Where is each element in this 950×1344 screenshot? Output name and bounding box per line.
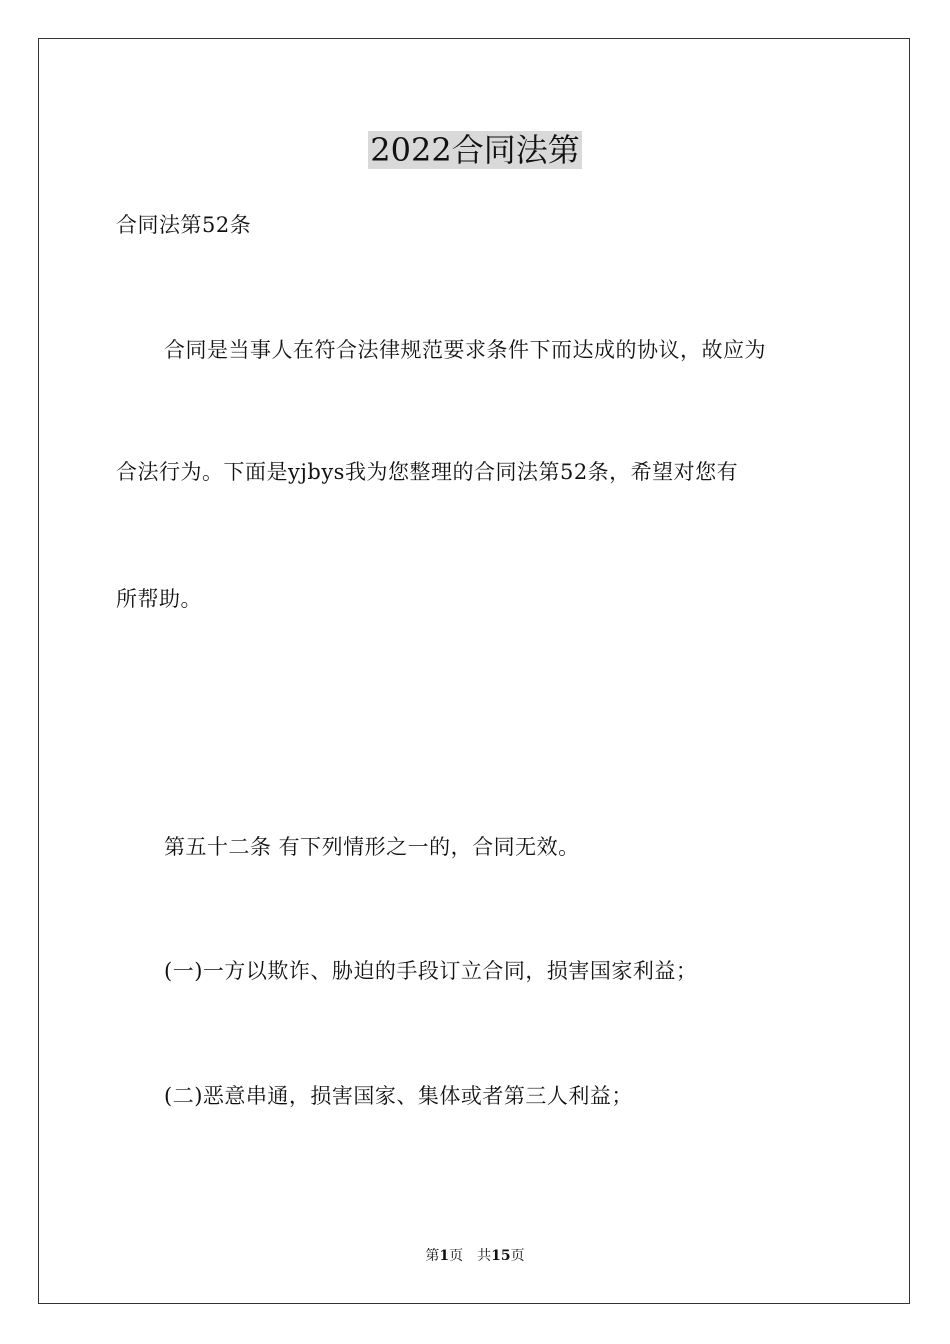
article-heading: 第五十二条 有下列情形之一的，合同无效。 bbox=[164, 835, 580, 859]
paragraph-line-2: 合法行为。下面是yjbys我为您整理的合同法第52条，希望对您有 bbox=[116, 460, 739, 484]
document-title-text: 2022合同法第 bbox=[370, 131, 580, 169]
page-footer bbox=[0, 1246, 950, 1266]
footer-prefix: 第 bbox=[425, 1248, 440, 1264]
document-subtitle: 合同法第52条 bbox=[116, 213, 252, 237]
footer-total-pages: 15 bbox=[491, 1248, 511, 1264]
footer-suffix: 页 bbox=[510, 1248, 525, 1264]
clause-item-1: (一)一方以欺诈、胁迫的手段订立合同，损害国家利益； bbox=[164, 959, 698, 983]
document-title bbox=[0, 128, 950, 172]
paragraph-line-1: 合同是当事人在符合法律规范要求条件下而达成的协议，故应为 bbox=[164, 338, 766, 362]
footer-mid: 页 共 bbox=[449, 1248, 492, 1264]
footer-page-number: 1 bbox=[439, 1248, 450, 1264]
paragraph-line-3: 所帮助。 bbox=[116, 587, 202, 611]
clause-item-2: (二)恶意串通，损害国家、集体或者第三人利益； bbox=[164, 1084, 633, 1108]
